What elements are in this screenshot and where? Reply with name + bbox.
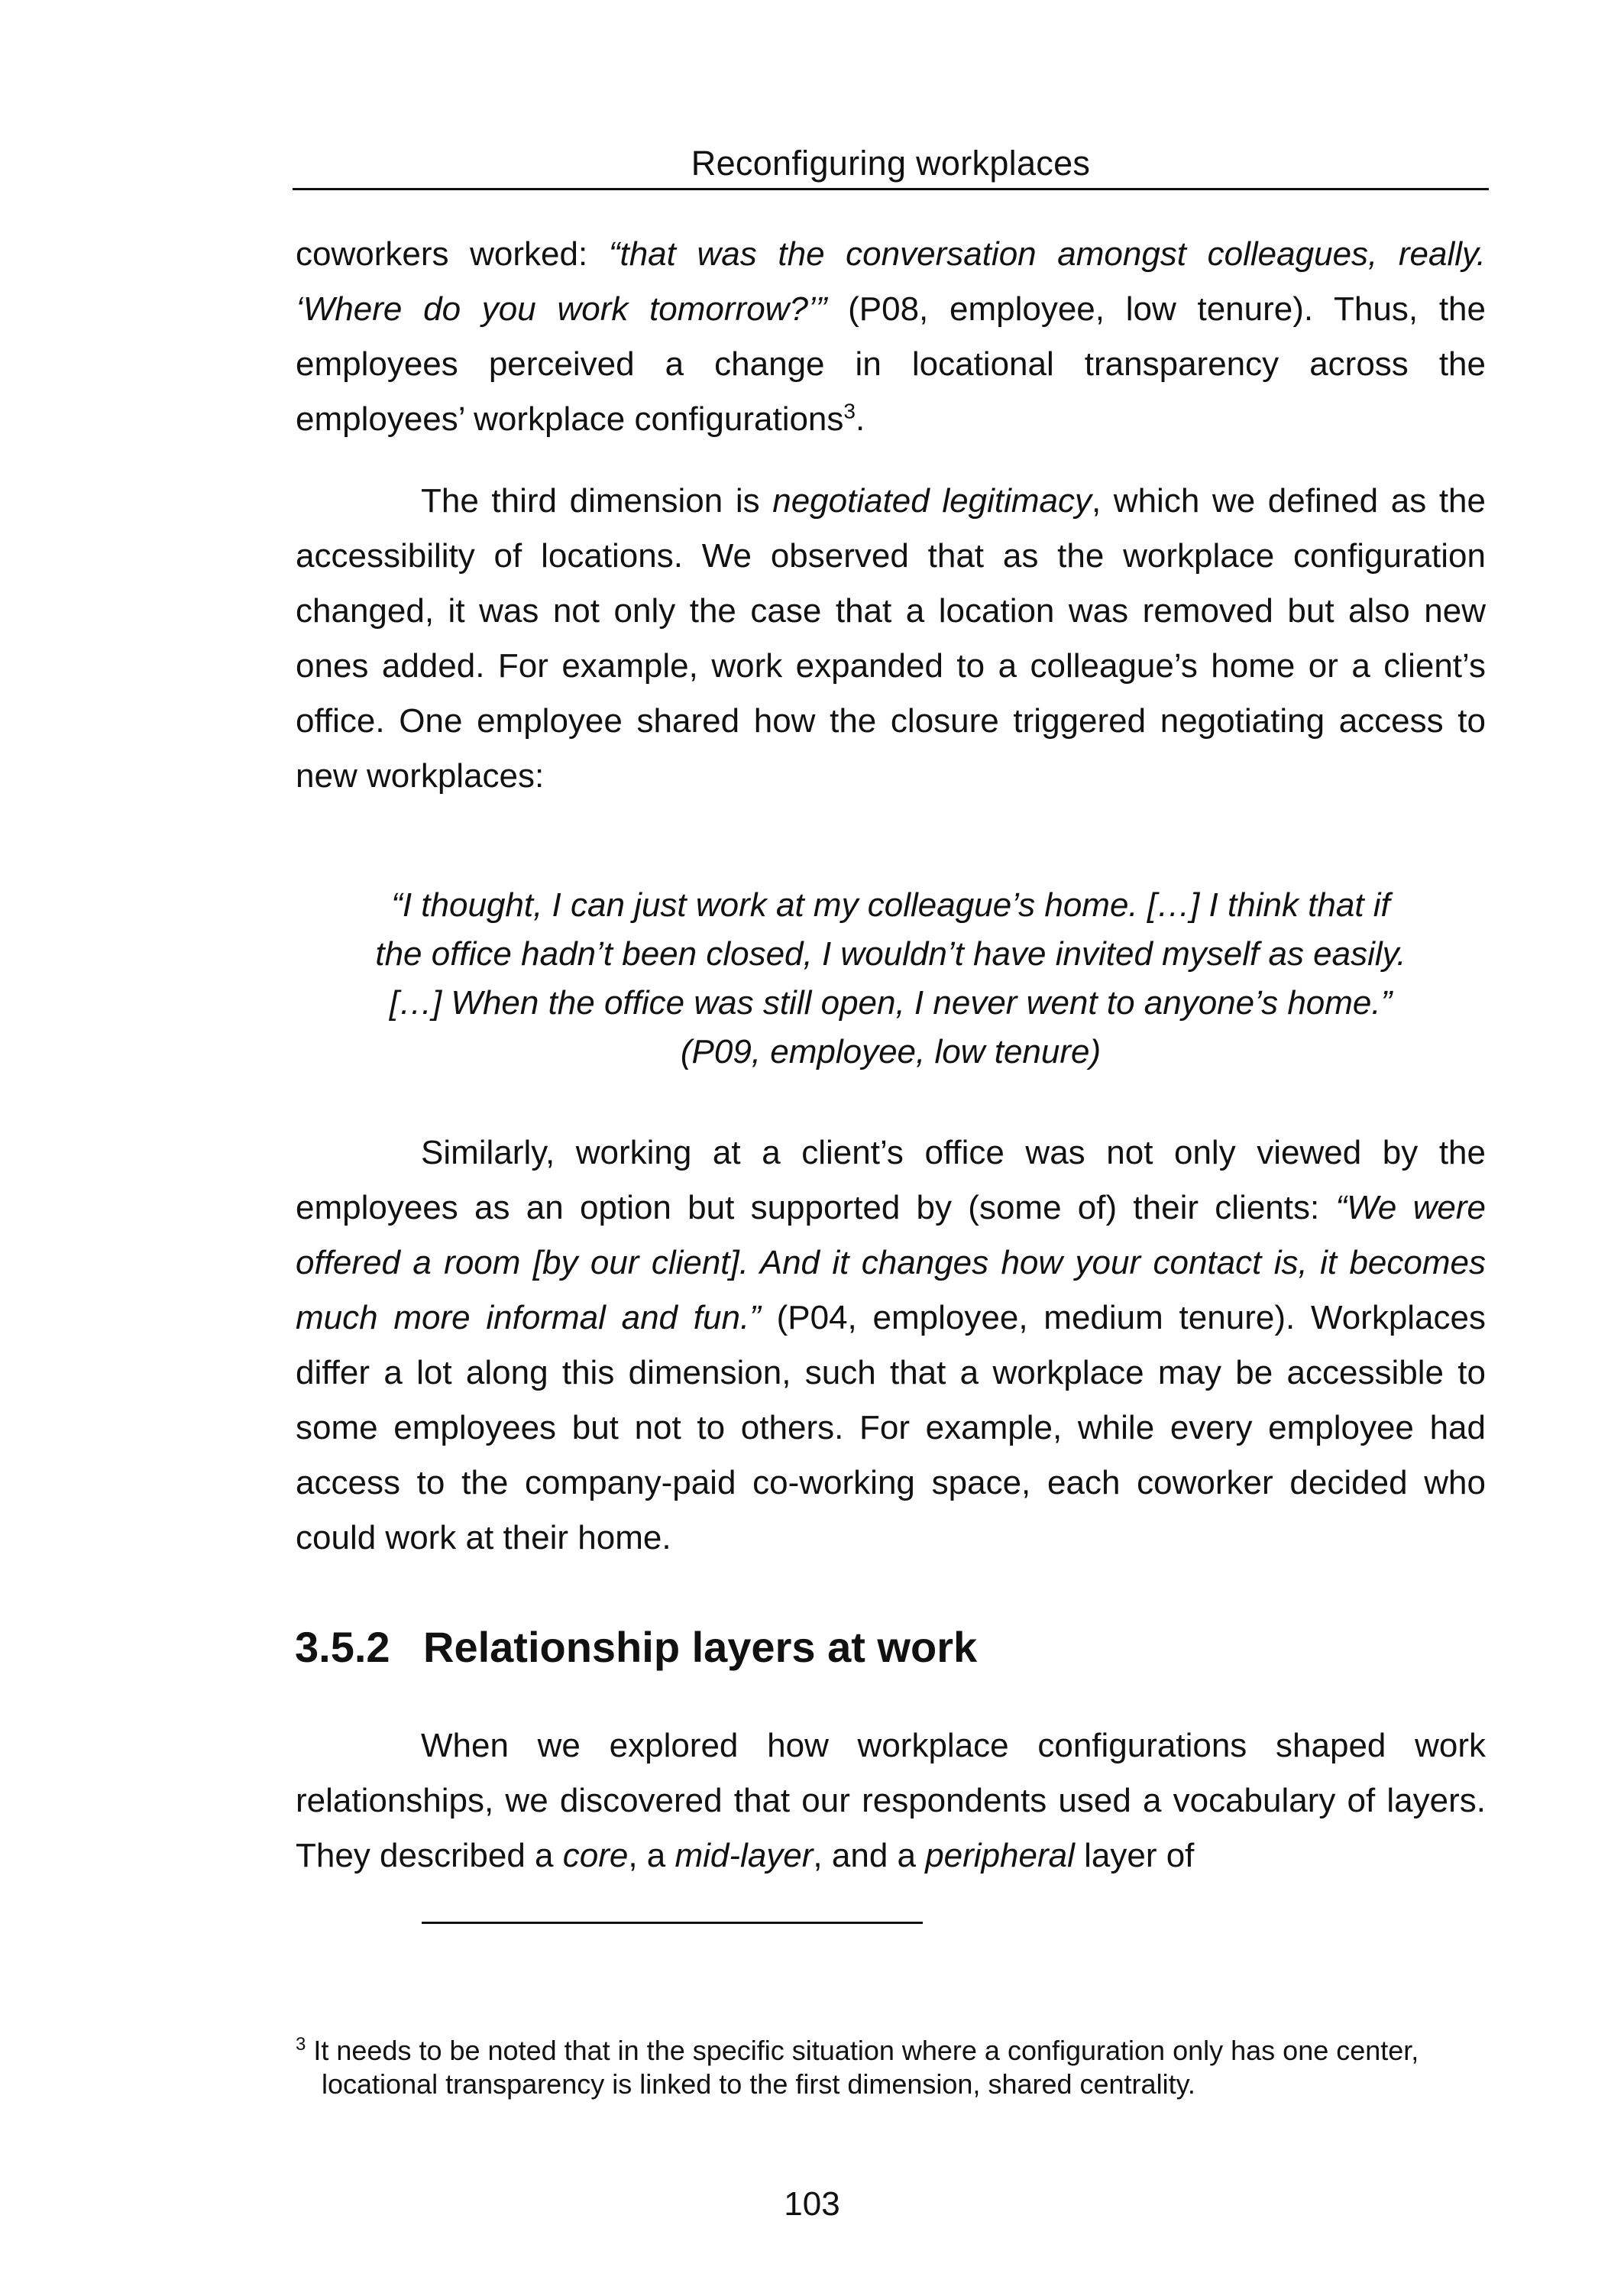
section-heading — [295, 1620, 977, 1675]
footnote-line-2: locational transparency is linked to the first dimension, shared centrality. — [322, 2068, 1195, 2100]
footnote-line-1: It needs to be noted that in the specific situation where a configuration only has one center, — [306, 2035, 1419, 2066]
p4-text-2: , a — [628, 1837, 675, 1874]
p2-term-negotiated-legitimacy: negotiated legitimacy — [772, 482, 1092, 520]
p4-text-3: , and a — [813, 1837, 926, 1874]
quote-line-2: the office hadn’t been closed, I wouldn’t have invited myself as easily. — [375, 935, 1406, 973]
quote-line-3: […] When the office was still open, I never went to anyone’s home.” — [389, 984, 1393, 1022]
quote-line-1: “I thought, I can just work at my colleague’s home. […] I think that if — [391, 886, 1390, 924]
p4-term-mid-layer: mid-layer — [675, 1837, 814, 1874]
footnote-reference-3[interactable]: 3 — [843, 399, 856, 423]
paragraph-3 — [296, 1125, 1486, 1566]
p2-text-1: The third dimension is — [421, 482, 773, 520]
p1-text-1: coworkers worked: — [296, 235, 609, 273]
p4-term-peripheral: peripheral — [925, 1837, 1075, 1874]
footnote-3 — [296, 2034, 1487, 2101]
p2-text-2: , which we defined as the accessibility of locations. We observed that as the workplace configuration changed, it was not only the case that a location was removed but also new ones added. For example, work expanded to a colleague’s home or a client’s office. One employee shared how the closure triggered negotiating access to new workplaces: — [296, 482, 1486, 795]
footnote-separator — [422, 1922, 923, 1924]
p1-quote-italic: “that was the conversation amongst colleagues, really. ‘Where do you work tomorrow?’” — [296, 235, 1486, 328]
section-number: 3.5.2 — [295, 1623, 390, 1671]
p4-text-1: When we explored how workplace configurations shaped work relationships, we discovered that our respondents used a vocabulary of layers. They described a — [296, 1727, 1486, 1874]
p4-text-4: layer of — [1074, 1837, 1195, 1874]
running-header: Reconfiguring workplaces — [293, 139, 1489, 190]
section-title: Relationship layers at work — [423, 1623, 978, 1671]
p1-text-3: . — [855, 400, 865, 438]
p3-text-1: Similarly, working at a client’s office was not only viewed by the employees as an option but supported by (some of) their clients: — [296, 1134, 1486, 1226]
paragraph-2 — [296, 474, 1486, 804]
block-quote — [321, 881, 1461, 1077]
p3-quote-italic: “We were offered a room [by our client]. And it changes how your contact is, it becomes much more informal and fun.” — [296, 1189, 1487, 1336]
paragraph-1 — [296, 227, 1486, 447]
p1-text-2: (P08, employee, low tenure). Thus, the employees perceived a change in locational transparency across the employees’ workplace configurations — [296, 290, 1486, 438]
p3-text-2: (P04, employee, medium tenure). Workplaces differ a lot along this dimension, such that a workplace may be accessible to some employees but not to others. For example, while every employee had access to the company-paid co-working space, each coworker decided who could work at their home. — [296, 1299, 1487, 1556]
footnote-mark: 3 — [296, 2034, 306, 2055]
page-number: 103 — [784, 2185, 840, 2223]
quote-attribution: (P09, employee, low tenure) — [680, 1033, 1102, 1070]
p4-term-core: core — [562, 1837, 629, 1874]
paragraph-4 — [296, 1718, 1486, 1883]
